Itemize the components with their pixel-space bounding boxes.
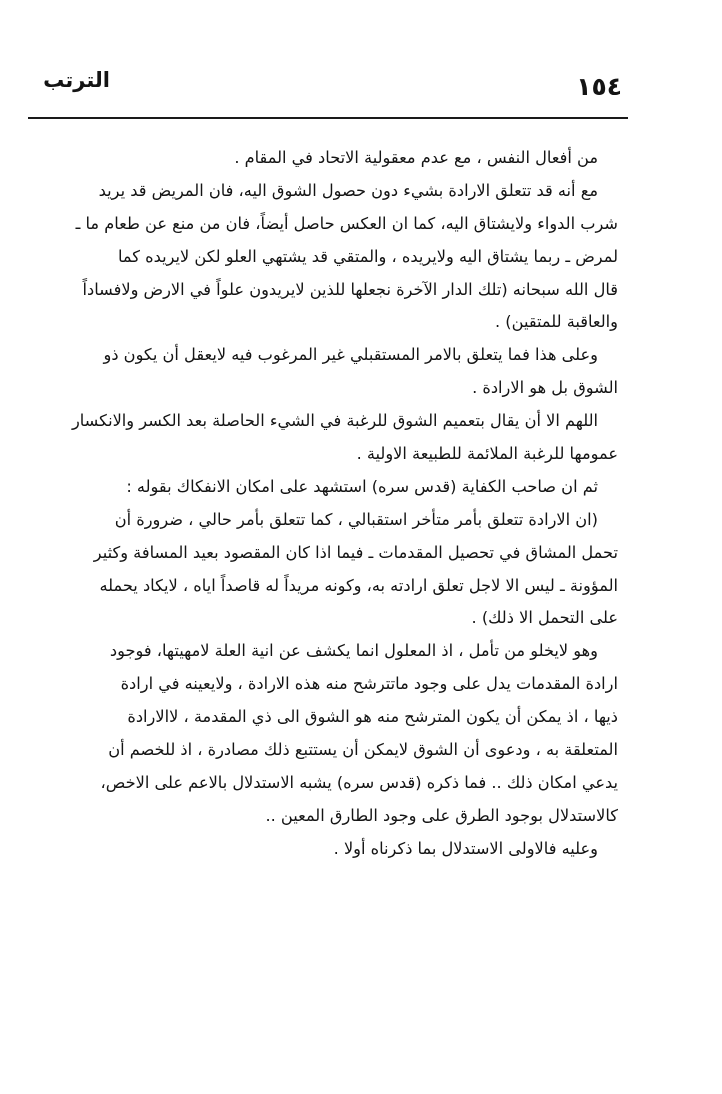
body-text bbox=[44, 142, 618, 866]
text-line: المتعلقة به ، ودعوى أن الشوق لايمكن أن يستتبع ذلك مصادرة ، اذ للخصم أن bbox=[108, 740, 618, 760]
text-line: من أفعال النفس ، مع عدم معقولية الاتحاد في المقام . bbox=[234, 148, 598, 167]
text-line: وهو لايخلو من تأمل ، اذ المعلول انما يكشف عن انية العلة لامهيتها، فوجود bbox=[109, 641, 598, 661]
header-divider bbox=[28, 117, 628, 119]
page-number: ١٥٤ bbox=[576, 72, 622, 101]
text-line: شرب الدواء ولايشتاق اليه، كما ان العكس حاصل أيضاً، فان من منع عن طعام ما ـ bbox=[75, 213, 618, 233]
text-line: الشوق بل هو الارادة . bbox=[472, 378, 618, 398]
text-line: وعليه فالاولى الاستدلال بما ذكرناه أولا . bbox=[333, 838, 598, 858]
text-line: ثم ان صاحب الكفاية (قدس سره) استشهد على امكان الانفكاك بقوله : bbox=[126, 476, 598, 496]
text-line: قال الله سبحانه (تلك الدار الآخرة نجعلها للذين لايريدون علواً في الارض ولافساداً bbox=[82, 279, 618, 299]
text-line: يدعي امكان ذلك .. فما ذكره (قدس سره) يشبه الاستدلال بالاعم على الاخص، bbox=[100, 772, 618, 792]
text-line: كالاستدلال بوجود الطرق على وجود الطارق المعين .. bbox=[265, 805, 618, 825]
text-line: والعاقبة للمتقين) . bbox=[495, 312, 618, 332]
text-line: مع أنه قد تتعلق الارادة بشيء دون حصول الشوق اليه، فان المريض قد يريد bbox=[98, 180, 598, 200]
text-line: وعلى هذا فما يتعلق بالامر المستقبلي غير المرغوب فيه لايعقل أن يكون ذو bbox=[103, 345, 598, 365]
running-title: الترتب bbox=[43, 68, 110, 92]
text-line: على التحمل الا ذلك) . bbox=[471, 608, 618, 628]
text-line: ذيها ، اذ يمكن أن يكون المترشح منه هو الشوق الى ذي المقدمة ، لاالارادة bbox=[127, 707, 618, 727]
page-header bbox=[28, 62, 630, 112]
text-line: تحمل المشاق في تحصيل المقدمات ـ فيما اذا كان المقصود بعيد المسافة وكثير bbox=[93, 542, 618, 562]
text-line: ارادة المقدمات يدل على وجود ماتترشح منه هذه الارادة ، ولايعينه في ارادة bbox=[120, 674, 618, 694]
text-line: (ان الارادة تتعلق بأمر متأخر استقبالي ، كما تتعلق بأمر حالي ، ضرورة أن bbox=[114, 509, 598, 529]
text-line: اللهم الا أن يقال بتعميم الشوق للرغبة في الشيء الحاصلة بعد الكسر والانكسار bbox=[71, 411, 598, 431]
text-line: لمرض ـ ربما يشتاق اليه ولايريده ، والمتقي قد يشتهي العلو لكن لايريده كما bbox=[117, 246, 618, 266]
text-line: المؤونة ـ ليس الا لاجل تعلق ارادته به، وكونه مريداً له قاصداً اياه ، لايكاد يحمله bbox=[99, 575, 618, 595]
text-line: عمومها للرغبة الملائمة للطبيعة الاولية . bbox=[356, 444, 618, 464]
